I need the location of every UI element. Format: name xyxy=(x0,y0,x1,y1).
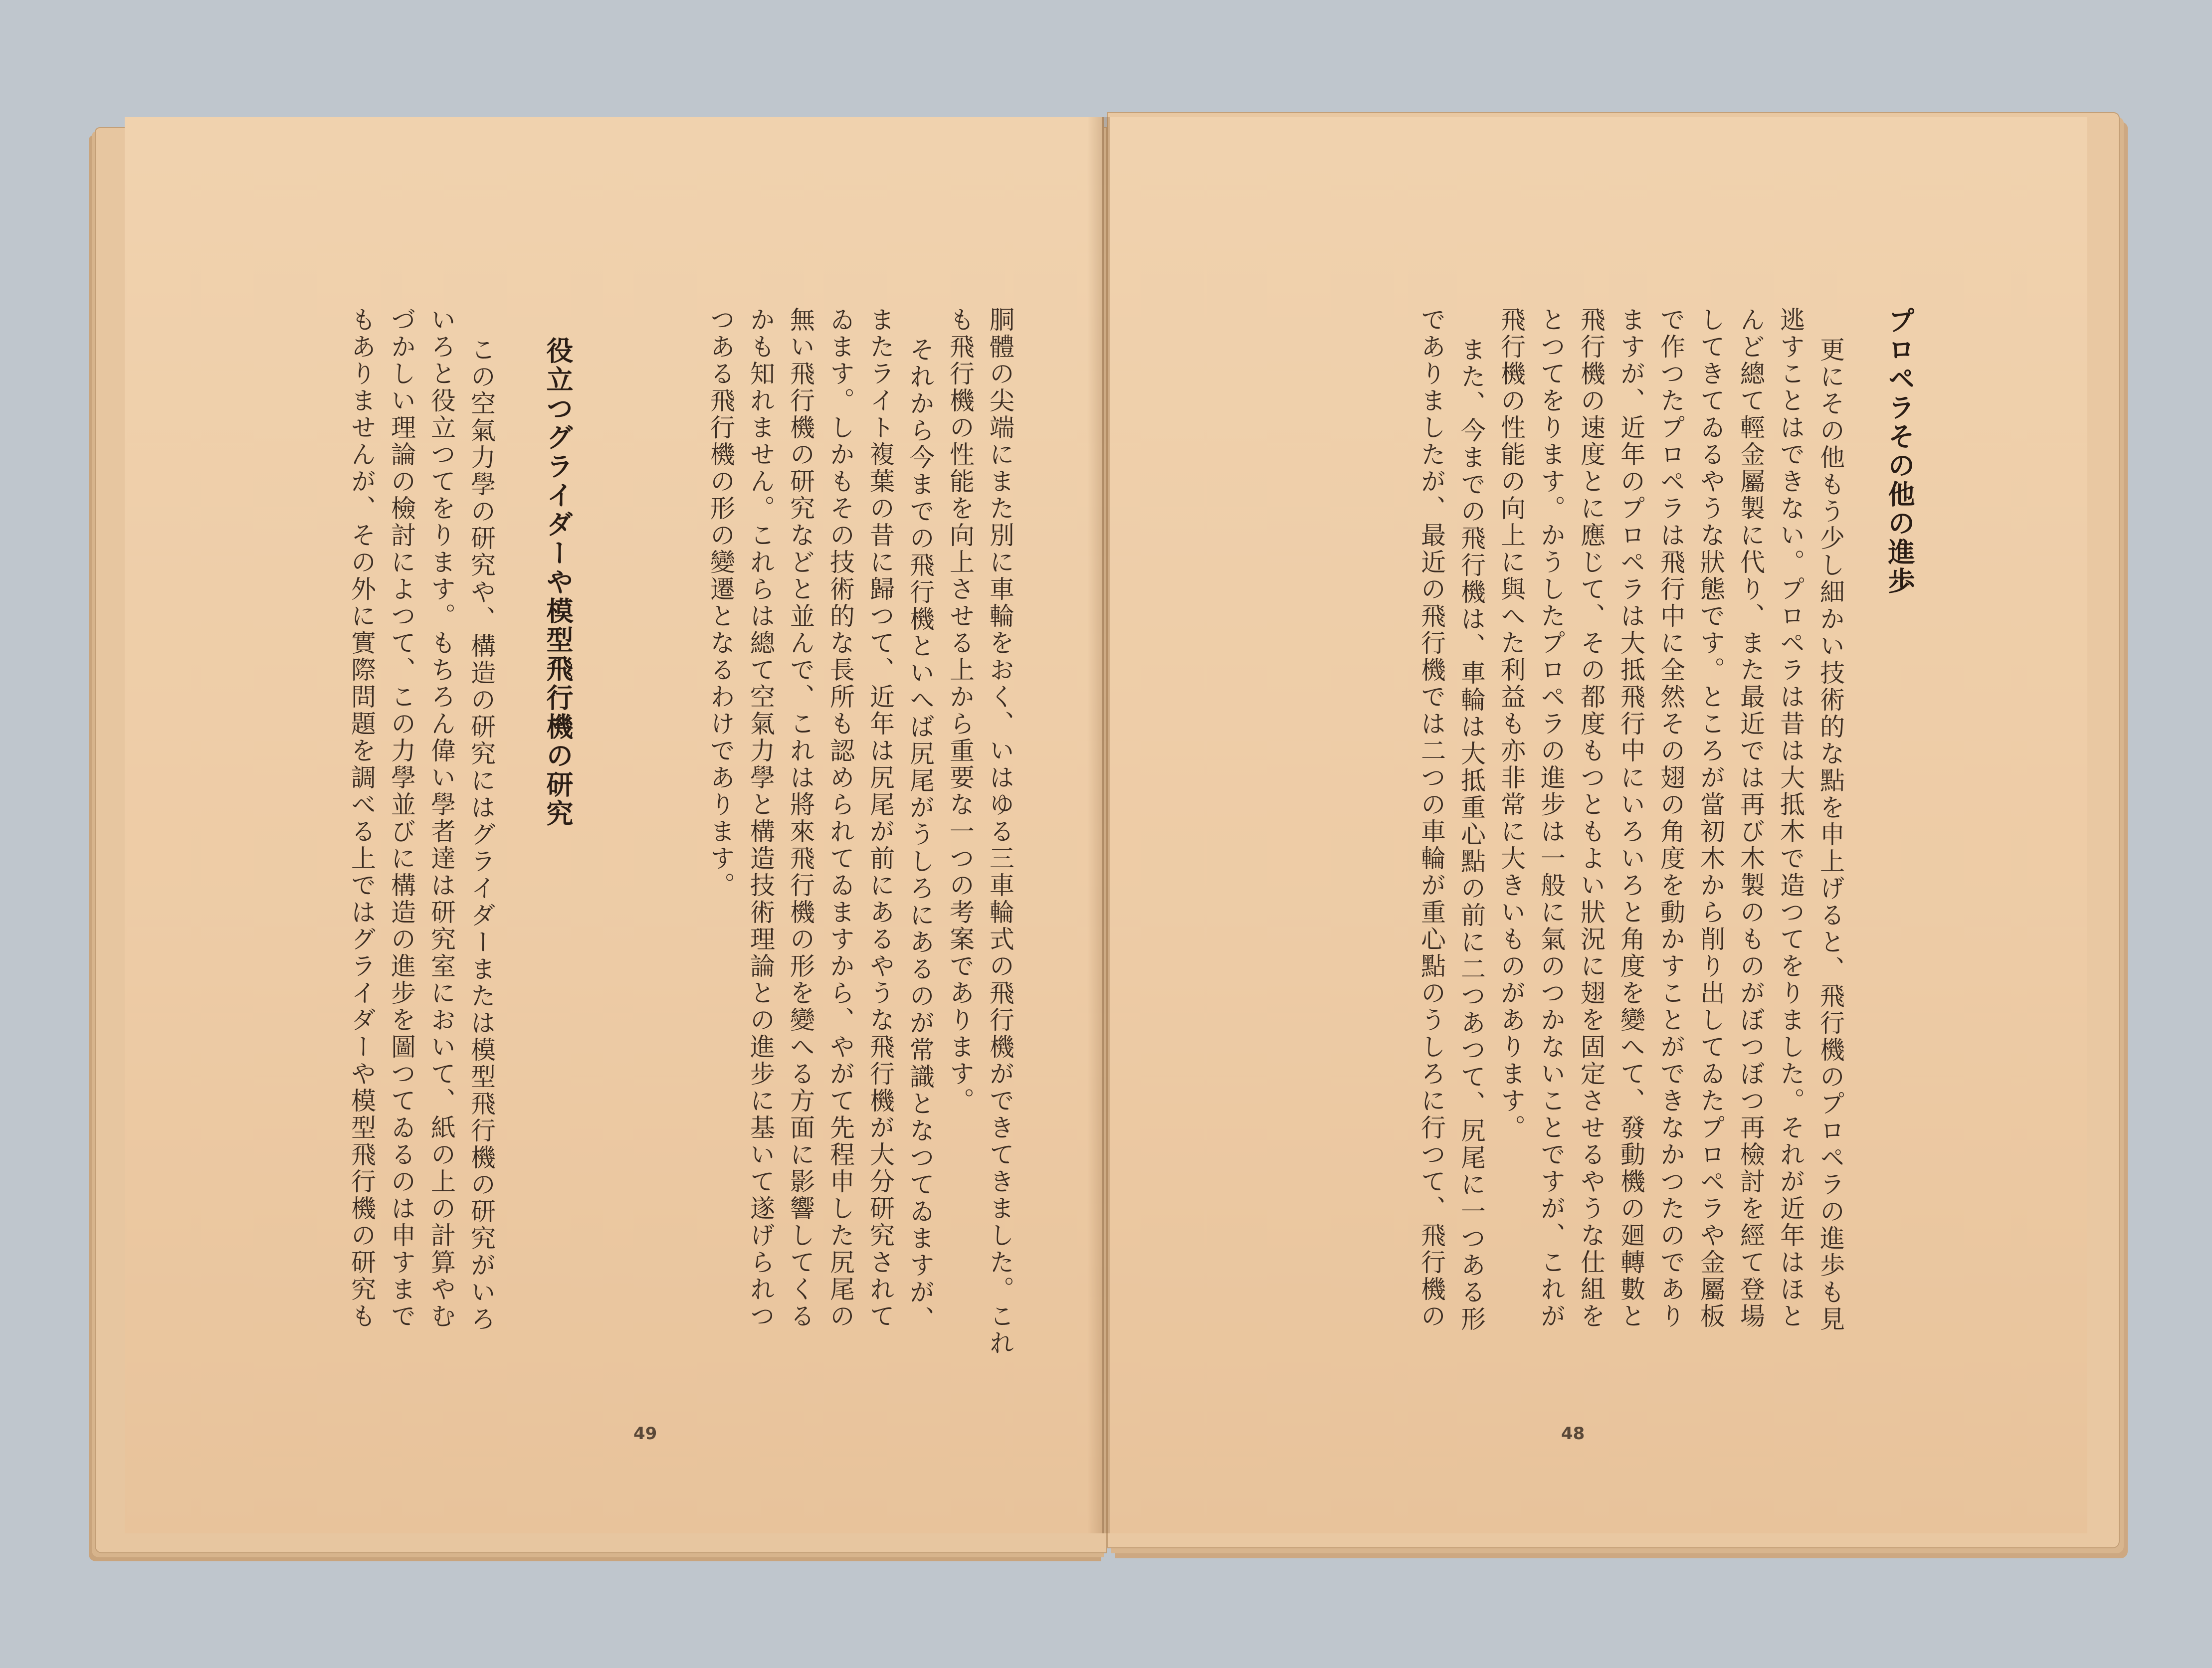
left-page xyxy=(125,117,1104,1533)
text-line: 無い飛行機の研究などと並んで、これは將來飛行機の形を變へる方面に影響してくる xyxy=(786,307,815,1330)
text-line: 逃すことはできない。プロペラは昔は大抵木で造つてをりました。それが近年はほと xyxy=(1776,307,1805,1330)
text-line: づかしい理論の檢討によつて、この力學並びに構造の進步を圖つてゐるのは申すまで xyxy=(387,307,416,1330)
text-line: この空氣力學の研究や、構造の研究にはグライダーまたは模型飛行機の研究がいろ xyxy=(467,337,496,1333)
text-line: 飛行機の性能の向上に與へた利益も亦非常に大きいものがあります。 xyxy=(1497,307,1526,1141)
text-line: とつてをります。かうしたプロペラの進步は一般に氣のつかないことですが、これが xyxy=(1537,307,1566,1330)
page-number: 49 xyxy=(633,1424,657,1444)
section-heading: プロペラその他の進歩 xyxy=(1884,307,1915,596)
text-line: 飛行機の速度とに應じて、その都度もつともよい狀況に翅を固定させるやうな仕組を xyxy=(1577,307,1606,1330)
text-line: もありませんが、その外に實際問題を調べる上ではグライダーや模型飛行機の研究も xyxy=(347,307,376,1330)
right-page xyxy=(1110,117,2087,1533)
text-line: かも知れません。これらは總て空氣力學と構造技術理論との進步に基いて遂げられつ xyxy=(746,307,775,1330)
text-line: それから今までの飛行機といへば尻尾がうしろにあるのが常識となつてゐますが、 xyxy=(906,337,935,1333)
open-book xyxy=(95,102,2120,1578)
text-line: いろと役立つてをります。もちろん偉い學者達は研究室において、紙の上の計算やむ xyxy=(427,307,456,1330)
text-line: で作つたプロペラは飛行中に全然その翅の角度を動かすことができなかつたのであり xyxy=(1656,307,1685,1330)
text-line: してきてゐるやうな狀態です。ところが當初木から削り出してゐたプロペラや金屬板 xyxy=(1696,307,1725,1330)
text-line: も飛行機の性能を向上させる上から重要な一つの考案であります。 xyxy=(946,307,975,1114)
text-line: でありましたが、最近の飛行機では二つの車輪が重心點のうしろに行つて、飛行機の xyxy=(1417,307,1446,1330)
text-line: つある飛行機の形の變遷となるわけであります。 xyxy=(706,307,735,899)
text-line: 更にその他もう少し細かい技術的な點を申上げると、飛行機のプロペラの進歩も見 xyxy=(1816,337,1845,1333)
section-heading: 役立つグライダーや模型飛行機の研究 xyxy=(542,337,574,828)
text-line: ゐます。しかもその技術的な長所も認められてゐますから、やがて先程申した尻尾の xyxy=(826,307,855,1330)
text-line: 胴體の尖端にまた別に車輪をおく、いはゆる三車輪式の飛行機ができてきました。これ xyxy=(986,307,1014,1357)
text-line: また、今までの飛行機は、車輪は大抵重心點の前に二つあつて、尻尾に一つある形 xyxy=(1457,337,1486,1333)
text-line: ますが、近年のプロペラは大抵飛行中にいろいろと角度を變へて、發動機の廻轉數と xyxy=(1616,307,1645,1330)
text-line: またライト複葉の昔に歸つて、近年は尻尾が前にあるやうな飛行機が大分研究されて xyxy=(866,307,895,1330)
text-line: んど總て輕金屬製に代り、また最近では再び木製のものがぼつぼつ再檢討を經て登場 xyxy=(1736,307,1765,1330)
page-number: 48 xyxy=(1561,1424,1585,1444)
